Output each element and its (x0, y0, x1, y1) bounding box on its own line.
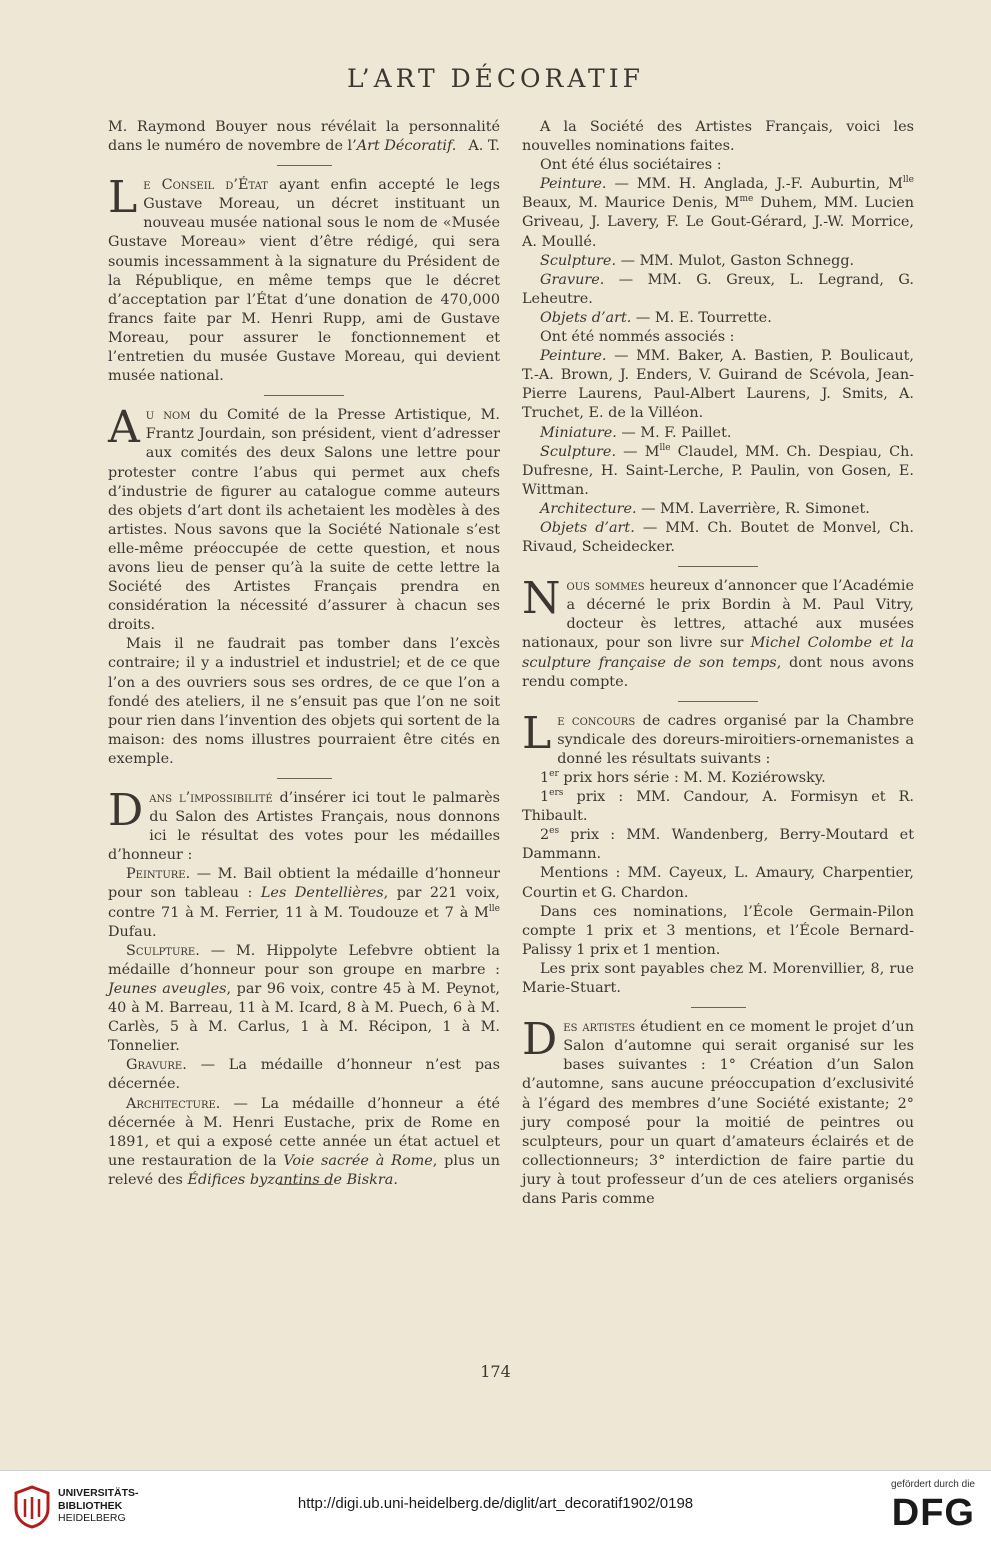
paragraph-gravure: Gravure. — La médaille d’honneur n’est pas décernée. (108, 1057, 500, 1093)
article-salon-medailles: Dans l’impossibilité d’insérer ici tout le palmarès du Salon des Artistes Français, nous donnons ici le résultat des votes pour les médailles d’honneur : (108, 785, 500, 864)
paragraph: Dans ces nominations, l’École Germain-Pilon compte 1 prix et 3 mentions, et l’École Bernard-Palissy 1 prix et 1 mention. (522, 903, 914, 958)
paragraph: 1er prix hors série : M. M. Koziérowsky. (540, 769, 826, 786)
paragraph: Objets d’art. — MM. Ch. Boutet de Monvel, Ch. Rivaud, Scheidecker. (522, 519, 914, 556)
paragraph: Ont été nommés associés : (540, 329, 735, 346)
paragraph: M. Raymond Bouyer nous révélait la personnalité dans le numéro de novembre de l’Art Décoratif. A. T. (108, 118, 500, 156)
article-prix-bordin: Nous sommes heureux d’annoncer que l’Académie a décerné le prix Bordin à M. Paul Vitry, docteur ès lettres, attaché aux musées nationaux, pour son livre sur Michel Colombe et la sculpture française de son temps, dont nous avons rendu compte. (522, 573, 914, 690)
paragraph: Architecture. — MM. Laverrière, R. Simonet. (540, 500, 870, 517)
separator-rule (277, 778, 332, 779)
drop-cap: D (522, 1014, 558, 1066)
drop-cap: L (108, 172, 138, 224)
funding-note: gefördert durch die (891, 1479, 975, 1490)
separator-rule (678, 701, 758, 702)
paragraph: Gravure. — MM. G. Greux, L. Legrand, G. Leheutre. (522, 271, 914, 307)
dfg-logo: DFG (891, 1492, 975, 1534)
drop-cap: N (522, 573, 561, 625)
drop-cap: D (108, 785, 144, 836)
paragraph: Miniature. — M. F. Paillet. (540, 424, 732, 441)
page-number: 174 (480, 1362, 511, 1381)
left-column (108, 118, 500, 1195)
paragraph-architecture: Architecture. — La médaille d’honneur a été décernée à M. Henri Eustache, prix de Rome en 1891, et qui a exposé cette année un état actuel et une restauration de la Voie sacrée à Rome, plus un relevé des Édifices byzantins de Biskra. (108, 1095, 500, 1188)
separator-rule (691, 1007, 746, 1008)
paragraph: 1ers prix : MM. Candour, A. Formisyn et R. Thibault. (522, 788, 914, 825)
drop-cap: A (108, 402, 140, 454)
paragraph-peinture: Peinture. — M. Bail obtient la médaille d’honneur pour son tableau : Les Dentellières, par 221 voix, contre 71 à M. Ferrier, 11 à M. Toudouze et 7 à $M^{lle}$ Dufau. (108, 866, 500, 940)
paragraph: Sculpture. — $M^{lle}$ Claudel, MM. Ch. Despiau, Ch. Dufresne, H. Saint-Lerche, P. Paulin, von Gosen, E. Wittman. (522, 442, 914, 498)
article-salon-automne: Des artistes étudient en ce moment le projet d’un Salon d’automne qui serait organisé sur les bases suivantes : 1° Création d’un Salon d’automne, sans aucune préoccupation d’exclusivité à l’égard des membres d’une Société existante; 2° jury composé pour la moitié de peintres ou sculpteurs, pour un quart d’amateurs éclairés et de collectionneurs; 3° interdiction de faire partie du jury à tout professeur d’un de ces ateliers organisés dans Paris comme (522, 1014, 915, 1207)
university-library-name: UNIVERSITÄTS- BIBLIOTHEK HEIDELBERG (58, 1487, 139, 1524)
drop-cap: L (522, 707, 552, 759)
right-column (522, 118, 914, 1209)
paragraph: Peinture. — MM. H. Anglada, J.-F. Auburtin, $M^{lle}$ Beaux, M. Maurice Denis, $M^{me}$ Duhem, MM. Lucien Griveau, J. Lavery, F. Le Gout-Gérard, J.-W. Morrice, A. Moullé. (522, 175, 914, 250)
paragraph: Les prix sont payables chez M. Morenvillier, 8, rue Marie-Stuart. (522, 960, 914, 997)
article-concours-cadres: Le concours de cadres organisé par la Chambre syndicale des doreurs-miroitiers-ornemanistes a donné les résultats suivants : (522, 707, 914, 767)
separator-rule (277, 165, 332, 166)
paragraph: $2^{es}$ prix : MM. Wandenberg, Berry-Moutard et Dammann. (522, 826, 914, 863)
separator-rule (264, 395, 344, 396)
paragraph: Objets d’art. — M. E. Tourrette. (540, 309, 772, 326)
paragraph: Peinture. — MM. Baker, A. Bastien, P. Boulicaut, T.-A. Brown, J. Enders, V. Guirand de Scévola, Jean-Pierre Laurens, Paul-Albert Laurens, J. Smits, A. Truchet, E. de la Villéon. (522, 348, 914, 422)
article-conseil-etat: Le Conseil d’État ayant enfin accepté le legs Gustave Moreau, un décret instituant un nouveau musée national sous le nom de «Musée Gustave Moreau» vient d’être rédigé, qui sera soumis incessamment à la signature du Président de la République, en même temps que le décret d’acceptation par l’État d’une donation de 470,000 francs faite par M. Henri Rupp, ami de Gustave Moreau, pour assurer le fonctionnement et l’entretien du musée Gustave Moreau, qui devient musée national. (108, 172, 500, 385)
paragraph: Mentions : MM. Cayeux, L. Amaury, Charpentier, Courtin et G. Chardon. (522, 865, 914, 901)
digitization-footer (0, 1470, 991, 1542)
paragraph: Ont été élus sociétaires : (540, 157, 722, 174)
paragraph: A la Société des Artistes Français, voici les nouvelles nominations faites. (522, 119, 914, 155)
article-presse-artistique: Au nom du Comité de la Presse Artistique, M. Frantz Jourdain, son président, vient d’adresser aux comités des deux Salons une lettre pour protester contre l’abus qui permet aux chefs d’industrie de figurer au catalogue comme auteurs des objets d’art dont ils achetaient les modèles à des artistes. Nous savons que la Société Nationale s’est elle-même préoccupée de cette question, et nous avons lieu de penser qu’à la suite de cette lettre la Société des Artistes Français prendra en considération la nécessité d’assurer à chacun ses droits. (108, 402, 500, 634)
running-head: L’ART DÉCORATIF (347, 64, 644, 93)
paragraph: Sculpture. — MM. Mulot, Gaston Schnegg. (540, 252, 855, 269)
signature: A. T. (468, 138, 500, 155)
permalink-url[interactable]: http://digi.ub.uni-heidelberg.de/diglit/art_decoratif1902/0198 (297, 1495, 694, 1512)
paragraph-sculpture: Sculpture. — M. Hippolyte Lefebvre obtient la médaille d’honneur pour son groupe en marbre : Jeunes aveugles, par 96 voix, contre 45 à M. Peynot, 40 à M. Barreau, 11 à M. Icard, 8 à M. Puech, 6 à M. Carlès, 5 à M. Carlus, 1 à M. Récipon, 1 à M. Tonnelier. (108, 942, 500, 1055)
separator-rule (678, 566, 758, 567)
paragraph: Mais il ne faudrait pas tomber dans l’excès contraire; il y a industriel et industriel; et de ce que l’on a des ouvriers sous ses ordres, de ce que l’on a fondé des ateliers, il ne s’ensuit pas que l’on ne soit pour rien dans l’invention des objets qui sortent de la maison: des noms illustres pourraient être cités en exemple. (108, 636, 500, 767)
